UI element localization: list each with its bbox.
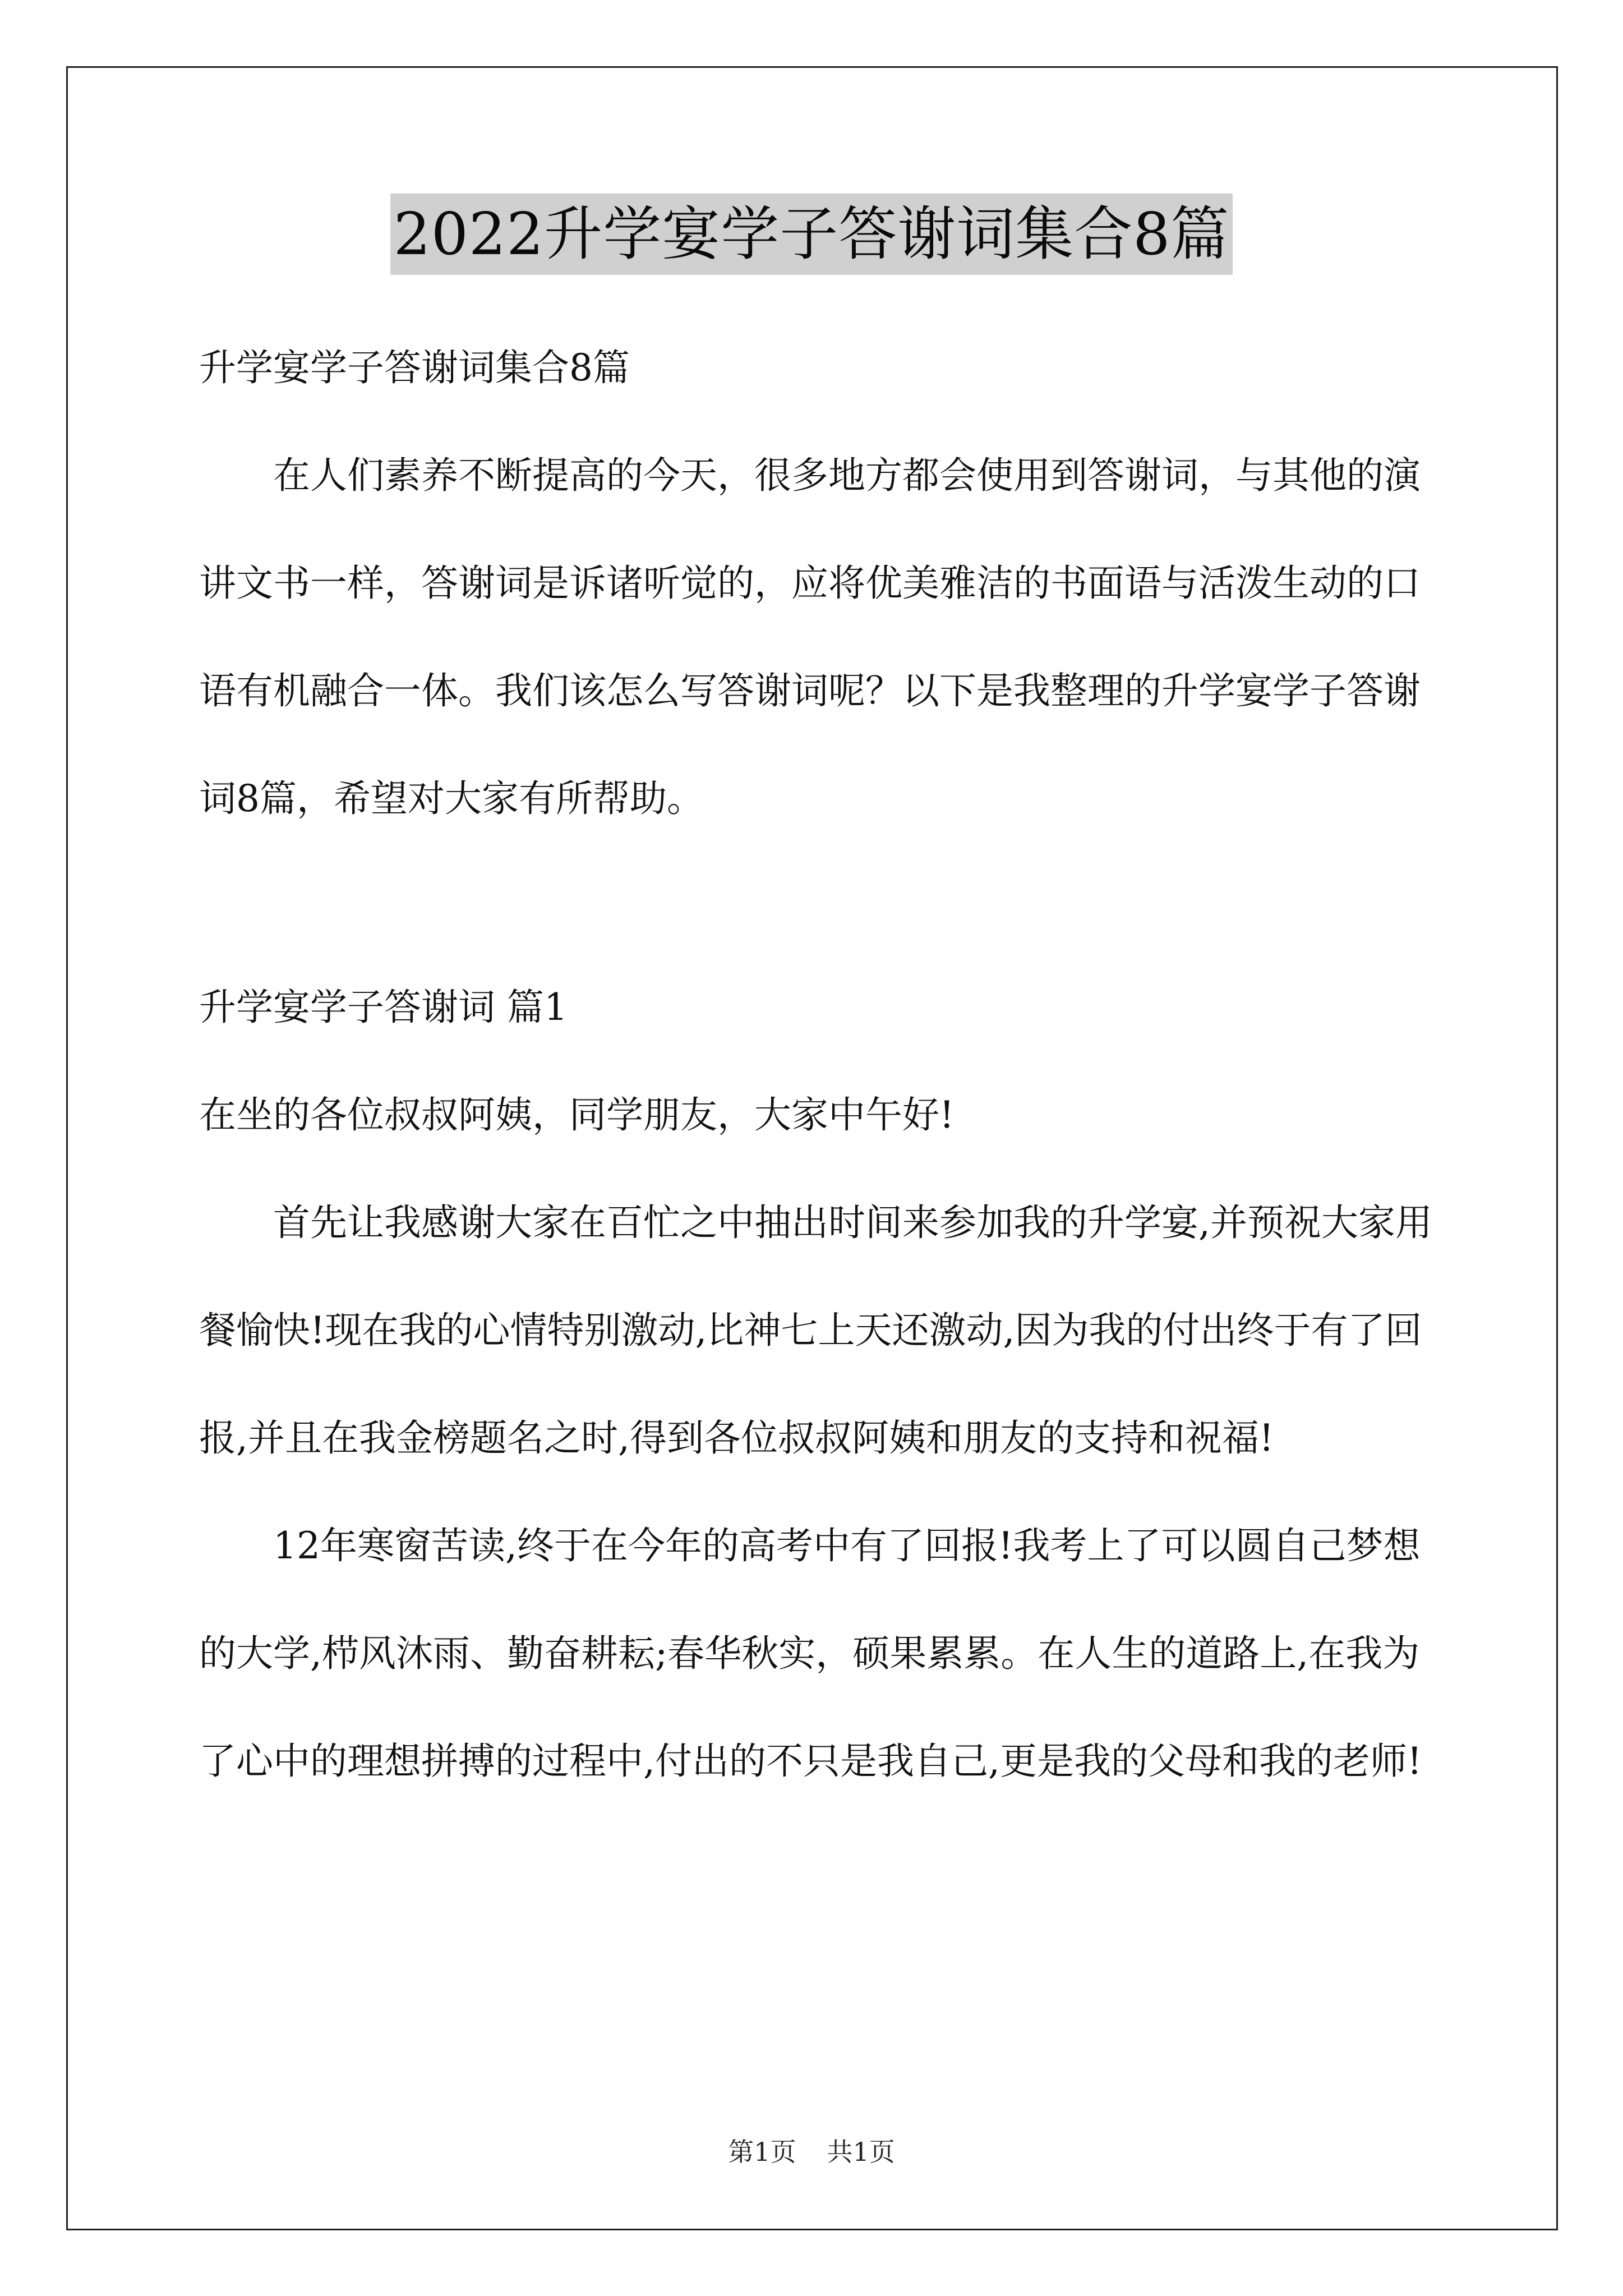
page-total: 共1页 (827, 2137, 895, 2167)
body-paragraph-1: 首先让我感谢大家在百忙之中抽出时间来参加我的升学宴,并预祝大家用餐愉快!现在我的心情特别激动,比神七上天还激动,因为我的付出终于有了回报,并且在我金榜题名之时,得到各位叔叔阿姨和朋友的支持和祝福! (199, 1201, 1432, 1460)
document-subtitle: 升学宴学子答谢词集合8篇 (199, 346, 630, 389)
body-paragraph-2: 12年寒窗苦读,终于在今年的高考中有了回报!我考上了可以圆自己梦想的大学,栉风沐雨、勤奋耕耘;春华秋实，硕果累累。在人生的道路上,在我为了心中的理想拼搏的过程中,付出的不只是我自己,更是我的父母和我的老师! (199, 1524, 1422, 1783)
page-footer (0, 2132, 1623, 2169)
greeting-line: 在坐的各位叔叔阿姨，同学朋友，大家中午好! (199, 1093, 955, 1137)
page-number: 第1页 (728, 2137, 796, 2167)
section-heading: 升学宴学子答谢词 篇1 (199, 986, 568, 1029)
document-body (199, 314, 1433, 1815)
document-title: 2022升学宴学子答谢词集合8篇 (390, 194, 1233, 275)
intro-paragraph: 在人们素养不断提高的今天，很多地方都会使用到答谢词，与其他的演讲文书一样，答谢词是诉诸听觉的，应将优美雅洁的书面语与活泼生动的口语有机融合一体。我们该怎么写答谢词呢？以下是我整理的升学宴学子答谢词8篇，希望对大家有所帮助。 (199, 454, 1421, 820)
title-container (0, 194, 1623, 275)
